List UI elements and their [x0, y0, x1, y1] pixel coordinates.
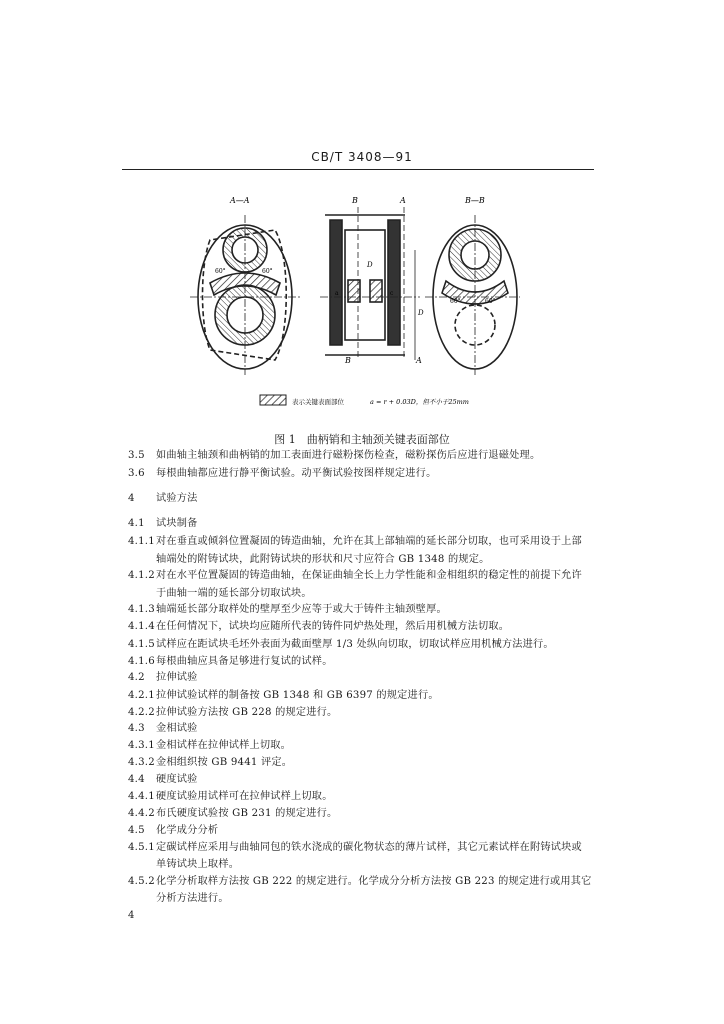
label-section-aa: A—A [230, 196, 250, 205]
list-item: 4.1.4在任何情况下，试块均应随所代表的铸件同炉热处理，然后用机械方法切取。 [128, 621, 510, 632]
list-item: 4.4.2布氏硬度试验按 GB 231 的规定进行。 [128, 808, 338, 819]
list-item: 4.1.1对在垂直或倾斜位置凝固的铸造曲轴，允许在其上部轴端的延长部分切取，也可采用设于上部 [128, 536, 582, 547]
list-item: 4.4.1硬度试验用试样可在拉伸试样上切取。 [128, 791, 333, 802]
list-item: 轴端处的附铸试块，此附铸试块的形状和尺寸应符合 GB 1348 的规定。 [156, 554, 490, 565]
legend-swatch [260, 395, 286, 405]
subsection-heading: 4.1 试块制备 [128, 518, 198, 529]
list-item: 单铸试块上取样。 [156, 859, 240, 870]
label-d-middle: D [367, 261, 373, 269]
label-angle-right-2: 60° [485, 298, 496, 305]
label-b-top: B [352, 196, 358, 205]
crankshaft-figure [180, 185, 520, 420]
subsection-heading: 4.4 硬度试验 [128, 774, 198, 785]
list-item: 4.2.2拉伸试验方法按 GB 228 的规定进行。 [128, 707, 338, 718]
list-item: 于曲轴一端的延长部分切取试块。 [156, 588, 312, 599]
label-a-dim: a [335, 290, 339, 297]
list-item: 4.1.3轴端延长部分取样处的壁厚至少应等于或大于铸件主轴颈壁厚。 [128, 604, 447, 615]
page-header: CB/T 3408—91 [311, 150, 413, 164]
label-a-bottom: A [416, 356, 422, 365]
figure-drawing [180, 185, 520, 420]
section-heading: 4 试验方法 [128, 493, 198, 504]
subsection-heading: 4.2 拉伸试验 [128, 672, 198, 683]
label-b-bottom: B [345, 356, 351, 365]
label-angle-left-2: 60° [262, 268, 273, 275]
section-aa-view [190, 215, 302, 375]
list-item: 4.1.5试样应在距试块毛坯外表面为截面壁厚 1/3 处纵向切取，切取试样应用机械方法进行。 [128, 639, 554, 650]
side-view [320, 207, 420, 360]
label-c-dim: c [390, 290, 394, 297]
label-section-bb: B—B [465, 196, 485, 205]
list-item: 4.5.1定碳试样应采用与曲轴同包的铁水浇成的碳化物状态的薄片试样，其它元素试样在附铸试块或 [128, 842, 582, 853]
list-item: 4.1.6每根曲轴应具备足够进行复试的试样。 [128, 656, 333, 667]
label-angle-left: 60° [215, 268, 226, 275]
legend-formula: a = r + 0.03D，但不小于25mm [370, 398, 469, 406]
legend-text: 表示关键表面部位 [292, 398, 344, 406]
header-rule [122, 169, 594, 170]
list-item: 4.5.2化学分析取样方法按 GB 222 的规定进行。化学成分分析方法按 GB 223 的规定进行或用其它 [128, 876, 592, 887]
list-item: 4.3.1金相试样在拉伸试样上切取。 [128, 740, 292, 751]
label-angle-right: 60° [450, 298, 461, 305]
page-number: 4 [128, 910, 135, 921]
list-item: 4.2.1拉伸试验试样的制备按 GB 1348 和 GB 6397 的规定进行。 [128, 690, 439, 701]
list-item: 3.6 每根曲轴都应进行静平衡试验。动平衡试验按图样规定进行。 [128, 468, 437, 479]
label-d-right: D [418, 309, 424, 317]
section-bb-view [425, 215, 520, 375]
subsection-heading: 4.5 化学成分分析 [128, 825, 219, 836]
list-item: 4.1.2对在水平位置凝固的铸造曲轴，在保证曲轴全长上力学性能和金相组织的稳定性的前提下允许 [128, 570, 582, 581]
figure-caption: 图 1 曲柄销和主轴颈关键表面部位 [274, 433, 450, 446]
list-item: 3.5 如曲轴主轴颈和曲柄销的加工表面进行磁粉探伤检查，磁粉探伤后应进行退磁处理。 [128, 450, 541, 461]
list-item: 分析方法进行。 [156, 893, 229, 904]
list-item: 4.3.2金相组织按 GB 9441 评定。 [128, 757, 293, 768]
subsection-heading: 4.3 金相试验 [128, 723, 198, 734]
label-a-top: A [400, 196, 406, 205]
